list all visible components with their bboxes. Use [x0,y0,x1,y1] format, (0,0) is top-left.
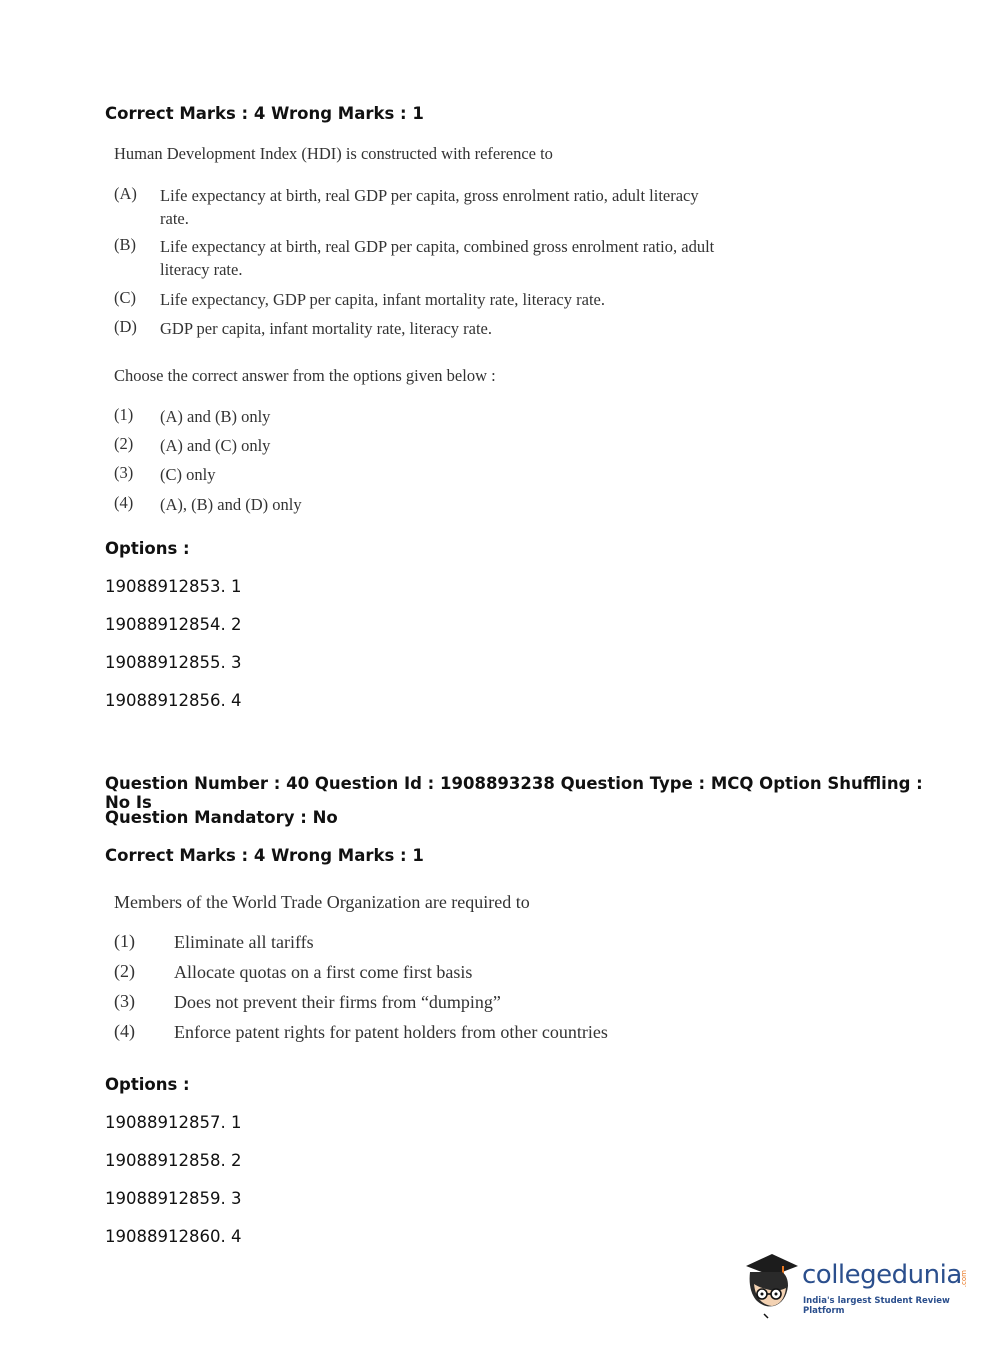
choice-2 [114,434,730,457]
statement-text: Life expectancy at birth, real GDP per capita, combined gross enrolment ratio, adult literacy rate. [160,237,715,279]
statement-key: (D) [114,317,137,336]
choice-3 [114,463,730,486]
choice-key: (4) [114,1021,135,1041]
choice-text: Allocate quotas on a first come first basis [174,962,473,982]
choice-2 [114,961,744,984]
statement-d [114,317,730,340]
statement-a [114,184,730,230]
choose-instruction: Choose the correct answer from the options given below : [114,366,496,385]
statement-b [114,235,730,281]
choice-text: (A), (B) and (D) only [160,495,302,514]
statement-text: Life expectancy, GDP per capita, infant mortality rate, literacy rate. [160,290,605,309]
question-header-cont: Question Mandatory : No [105,808,338,827]
choice-key: (2) [114,961,135,981]
statement-text: GDP per capita, infant mortality rate, literacy rate. [160,319,492,338]
choice-text: Enforce patent rights for patent holders from other countries [174,1022,608,1042]
choice-text: Eliminate all tariffs [174,932,314,952]
statement-key: (A) [114,184,137,203]
statement-text: Life expectancy at birth, real GDP per capita, gross enrolment ratio, adult literacy rate. [160,186,699,228]
choice-1 [114,405,730,428]
statement-key: (B) [114,235,136,254]
option-line: 19088912858. 2 [105,1151,242,1170]
choice-key: (2) [114,434,134,453]
logo-suffix: .com [960,1270,968,1288]
question-text: Human Development Index (HDI) is constructed with reference to [114,144,553,163]
choice-key: (3) [114,463,134,482]
option-line: 19088912855. 3 [105,653,242,672]
choice-key: (1) [114,931,135,951]
statement-c [114,288,730,311]
choice-text: (C) only [160,465,216,484]
options-heading: Options : [105,1075,190,1094]
option-line: 19088912860. 4 [105,1227,242,1246]
option-line: 19088912853. 1 [105,577,242,596]
choice-text: Does not prevent their firms from “dumping” [174,992,501,1012]
marks-line: Correct Marks : 4 Wrong Marks : 1 [105,846,424,865]
choice-text: (A) and (C) only [160,436,271,455]
choice-4 [114,1021,744,1044]
logo-wordmark: collegedunia [802,1260,962,1290]
choice-4 [114,493,730,516]
mascot-icon [742,1250,800,1320]
collegedunia-logo [742,1250,972,1320]
option-line: 19088912856. 4 [105,691,242,710]
marks-line: Correct Marks : 4 Wrong Marks : 1 [105,104,424,123]
choice-key: (1) [114,405,134,424]
choice-key: (3) [114,991,135,1011]
options-heading: Options : [105,539,190,558]
choice-text: (A) and (B) only [160,407,271,426]
logo-tagline: India's largest Student Review Platform [803,1296,950,1316]
option-line: 19088912854. 2 [105,615,242,634]
statement-key: (C) [114,288,136,307]
question-text: Members of the World Trade Organization are required to [114,892,530,912]
choice-key: (4) [114,493,134,512]
choice-1 [114,931,744,954]
option-line: 19088912859. 3 [105,1189,242,1208]
question-header: Question Number : 40 Question Id : 1908893238 Question Type : MCQ Option Shuffling : No Is [105,774,923,812]
choice-3 [114,991,744,1014]
option-line: 19088912857. 1 [105,1113,242,1132]
